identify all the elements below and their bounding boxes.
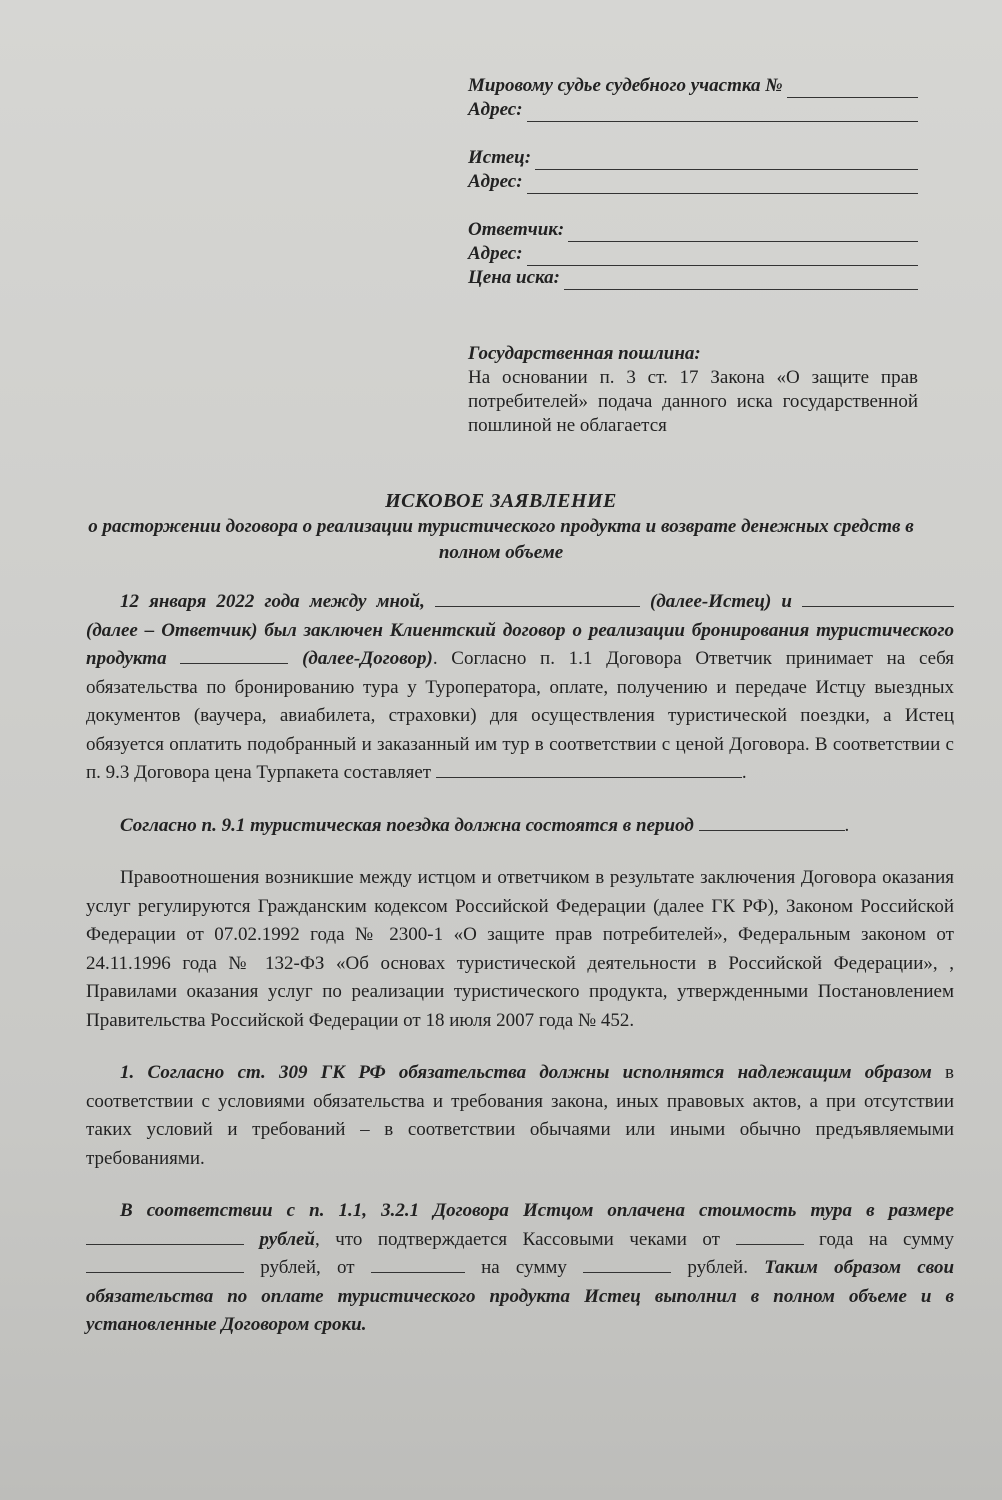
p1-e: . Согласно п. 1.1 Договора Ответчик принимает на себя обязательства по бронированию тура у Туроператора, оплате, получению и передаче Истцу выездных документов (ваучера, авиабилета, страховки) для осуществления туристической поездки, а Истец обязуется оплатить подобранный и заказанный им тур в соответствии с ценой Договора. В соответствии с п. 9.3 Договора цена Турпакета составляет: [86, 648, 955, 783]
receipt-sum-blank: [86, 1254, 244, 1273]
plaintiff-blank: [535, 151, 918, 170]
document-title: ИСКОВОЕ ЗАЯВЛЕНИЕ: [385, 490, 617, 512]
contract-number-blank: [180, 645, 288, 664]
p5-e: рублей, от: [260, 1257, 355, 1278]
paragraph-payment: [86, 1197, 954, 1340]
document-body: [86, 588, 954, 1340]
tour-price-blank: [436, 759, 742, 778]
p5-f: на сумму: [481, 1257, 567, 1278]
state-fee-text: На основании п. 3 ст. 17 Закона «О защите прав потребителей» подача данного иска государственной пошлиной не облагается: [468, 367, 918, 436]
p5-h: Таким образом свои обязательства по оплате туристического продукта Истец выполнил в полном объеме и в установленные Договором сроки.: [86, 1257, 955, 1335]
p1-end: .: [741, 762, 747, 783]
p5-a: В соответствии с п. 1.1, 3.2.1 Договора Истцом оплачена стоимость тура в размере: [120, 1200, 954, 1221]
plaintiff-line: [468, 146, 918, 170]
addressee-block: [468, 74, 918, 438]
p5-g: рублей.: [687, 1257, 748, 1278]
paragraph-legal-relations: Правоотношения возникшие между истцом и ответчиком в результате заключения Договора оказания услуг регулируются Гражданским кодексом Российской Федерации (далее ГК РФ), Законом Российской Федерации от 07.02.1992 года № 2300-1 «О защите прав потребителей», Федеральным законом от 24.11.1996 года № 132-ФЗ «Об основах туристической деятельности в Российской Федерации», , Правилами оказания услуг по реализации туристического продукта, утвержденными Постановлением Правительства Российской Федерации от 18 июля 2007 года № 452.: [86, 867, 954, 1031]
defendant-address-blank: [527, 247, 918, 266]
defendant-blank: [568, 223, 918, 242]
document-subtitle: о расторжении договора о реализации туристического продукта и возврате денежных средств в полном объеме: [88, 516, 914, 563]
p5-b: рублей: [259, 1228, 315, 1250]
second-receipt-sum-blank: [583, 1254, 671, 1273]
document-title-block: [60, 488, 942, 566]
receipt-date-blank: [736, 1226, 804, 1245]
p4-bold: 1. Согласно ст. 309 ГК РФ обязательства должны исполнятся надлежащим образом: [120, 1062, 932, 1083]
claim-price-line: [468, 266, 918, 290]
p4-rest: в соответствии с условиями обязательства и требования закона, иных правовых актов, а при отсутствии таких условий и требований – в соответствии обычаями или иными обычно предъявляемыми требованиями.: [86, 1062, 954, 1169]
paragraph-contract: [86, 588, 954, 788]
p5-c: , что подтверждается Кассовыми чеками от: [314, 1228, 720, 1250]
claim-price-blank: [564, 271, 918, 290]
p1-c: (далее – Ответчик) был заключен Клиентский договор о реализации бронирования туристического продукта: [86, 619, 954, 669]
state-fee-title: Государственная пошлина:: [468, 343, 701, 364]
defendant-label: Ответчик:: [468, 219, 565, 240]
p2-end: .: [844, 814, 850, 836]
second-receipt-date-blank: [371, 1254, 465, 1273]
p1-d: (далее-Договор): [302, 648, 433, 669]
plaintiff-name-blank: [435, 588, 640, 607]
defendant-line: [468, 218, 918, 242]
judge-line: [468, 74, 918, 98]
court-address-blank: [527, 103, 918, 122]
claim-price-label: Цена иска:: [468, 267, 560, 288]
paragraph-article-309: [86, 1059, 954, 1173]
plaintiff-address-line: [468, 170, 918, 194]
trip-period-blank: [699, 812, 845, 831]
p2-text: Согласно п. 9.1 туристическая поездка должна состоятся в период: [120, 814, 694, 836]
judge-label: Мировому судье судебного участка №: [468, 75, 783, 96]
plaintiff-address-label: Адрес:: [468, 171, 523, 192]
court-address-label: Адрес:: [468, 99, 523, 120]
defendant-address-label: Адрес:: [468, 243, 523, 264]
court-address-line: [468, 98, 918, 122]
plaintiff-address-blank: [527, 175, 918, 194]
paragraph-trip-period: [86, 812, 954, 841]
p1-b: (далее-Истец) и: [650, 591, 792, 612]
p1-a: 12 января 2022 года между мной,: [120, 591, 425, 612]
p5-d: года на сумму: [819, 1228, 955, 1250]
payment-amount-blank: [86, 1226, 244, 1245]
defendant-address-line: [468, 242, 918, 266]
plaintiff-label: Истец:: [468, 147, 532, 168]
court-number-blank: [787, 79, 918, 98]
defendant-name-blank: [802, 588, 954, 607]
